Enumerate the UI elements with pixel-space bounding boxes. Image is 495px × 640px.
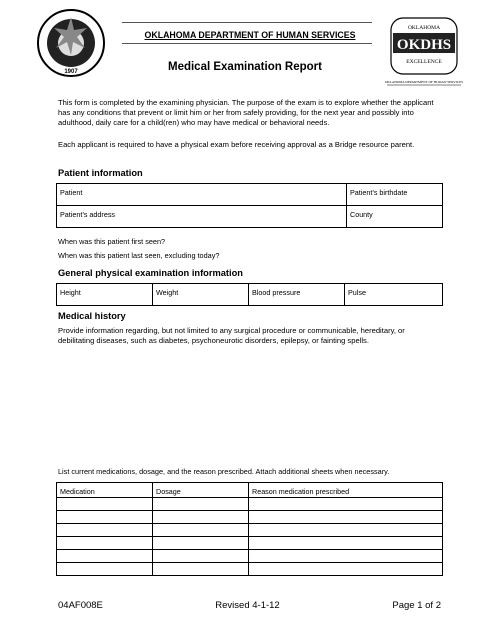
reason-cell[interactable] — [249, 511, 443, 524]
first-seen-question: When was this patient first seen? — [58, 237, 166, 246]
form-number: 04AF008E — [58, 600, 103, 611]
medication-cell[interactable] — [57, 524, 153, 537]
medication-column-header — [57, 483, 153, 498]
medications-instructions: List current medications, dosage, and the reason prescribed. Attach additional sheets when necessary. — [58, 467, 390, 476]
pulse-field[interactable] — [345, 284, 443, 306]
dosage-cell[interactable] — [153, 550, 249, 563]
revision-date: Revised 4-1-12 — [215, 600, 280, 611]
medical-history-heading: Medical history — [58, 311, 126, 321]
agency-name: OKLAHOMA DEPARTMENT OF HUMAN SERVICES — [144, 30, 356, 40]
state-seal — [36, 8, 106, 78]
reason-cell[interactable] — [249, 498, 443, 511]
patient-address-field[interactable] — [57, 206, 347, 228]
dosage-cell[interactable] — [153, 524, 249, 537]
weight-label: Weight — [156, 288, 179, 297]
patient-birthdate-field[interactable] — [347, 184, 443, 206]
patient-info-table — [56, 183, 443, 228]
reason-header-label: Reason medication prescribed — [252, 487, 350, 496]
intro-paragraph-2: Each applicant is required to have a physical exam before receiving approval as a Bridge resource parent. — [58, 140, 415, 149]
medication-cell[interactable] — [57, 498, 153, 511]
logo-caption: OKLAHOMA DEPARTMENT OF HUMAN SERVICES — [384, 80, 464, 84]
logo-sub-text: EXCELLENCE — [406, 59, 442, 65]
header-rule-top — [122, 22, 372, 23]
height-label: Height — [60, 288, 81, 297]
reason-cell[interactable] — [249, 524, 443, 537]
patient-address-label: Patient’s address — [60, 210, 116, 219]
reason-column-header — [249, 483, 443, 498]
height-field[interactable] — [57, 284, 153, 306]
medication-cell[interactable] — [57, 563, 153, 576]
weight-field[interactable] — [153, 284, 249, 306]
county-field[interactable] — [347, 206, 443, 228]
dosage-cell[interactable] — [153, 537, 249, 550]
reason-cell[interactable] — [249, 563, 443, 576]
medical-history-answer-area[interactable] — [56, 350, 442, 460]
patient-birthdate-label: Patient’s birthdate — [350, 188, 408, 197]
dosage-cell[interactable] — [153, 563, 249, 576]
patient-info-heading: Patient information — [58, 168, 143, 178]
okdhs-logo — [383, 16, 465, 92]
header-rule-bottom — [122, 43, 372, 44]
dosage-cell[interactable] — [153, 498, 249, 511]
medication-header-label: Medication — [60, 487, 95, 496]
physical-exam-table — [56, 283, 443, 306]
dosage-cell[interactable] — [153, 511, 249, 524]
medications-table — [56, 482, 443, 576]
dosage-header-label: Dosage — [156, 487, 181, 496]
patient-name-field[interactable] — [57, 184, 347, 206]
reason-cell[interactable] — [249, 537, 443, 550]
dosage-column-header — [153, 483, 249, 498]
logo-top-text: OKLAHOMA — [407, 25, 441, 31]
intro-paragraph-1: This form is completed by the examining physician. The purpose of the exam is to explore whether the applicant has any conditions that prevent or limit him or her from safely providing, for the next year and possibly into adulthood, daily care for a child(ren) who may have medical or behavioral needs. — [58, 98, 434, 127]
logo-main-text: OKDHS — [396, 37, 452, 53]
medication-cell[interactable] — [57, 511, 153, 524]
last-seen-question: When was this patient last seen, excluding today? — [58, 251, 220, 260]
seal-year: 1907 — [64, 69, 78, 75]
medical-history-instructions: Provide information regarding, but not limited to any surgical procedure or communicable, hereditary, or debilitating diseases, such as diabetes, psychoneurotic disorders, epilepsy, or fainting spells. — [58, 326, 405, 345]
physical-exam-heading: General physical examination information — [58, 268, 243, 278]
pulse-label: Pulse — [348, 288, 366, 297]
patient-name-label: Patient — [60, 188, 83, 197]
blood-pressure-field[interactable] — [249, 284, 345, 306]
page-number: Page 1 of 2 — [392, 600, 441, 611]
reason-cell[interactable] — [249, 550, 443, 563]
form-title: Medical Examination Report — [167, 61, 322, 73]
blood-pressure-label: Blood pressure — [252, 288, 301, 297]
medication-cell[interactable] — [57, 550, 153, 563]
county-label: County — [350, 210, 373, 219]
medication-cell[interactable] — [57, 537, 153, 550]
